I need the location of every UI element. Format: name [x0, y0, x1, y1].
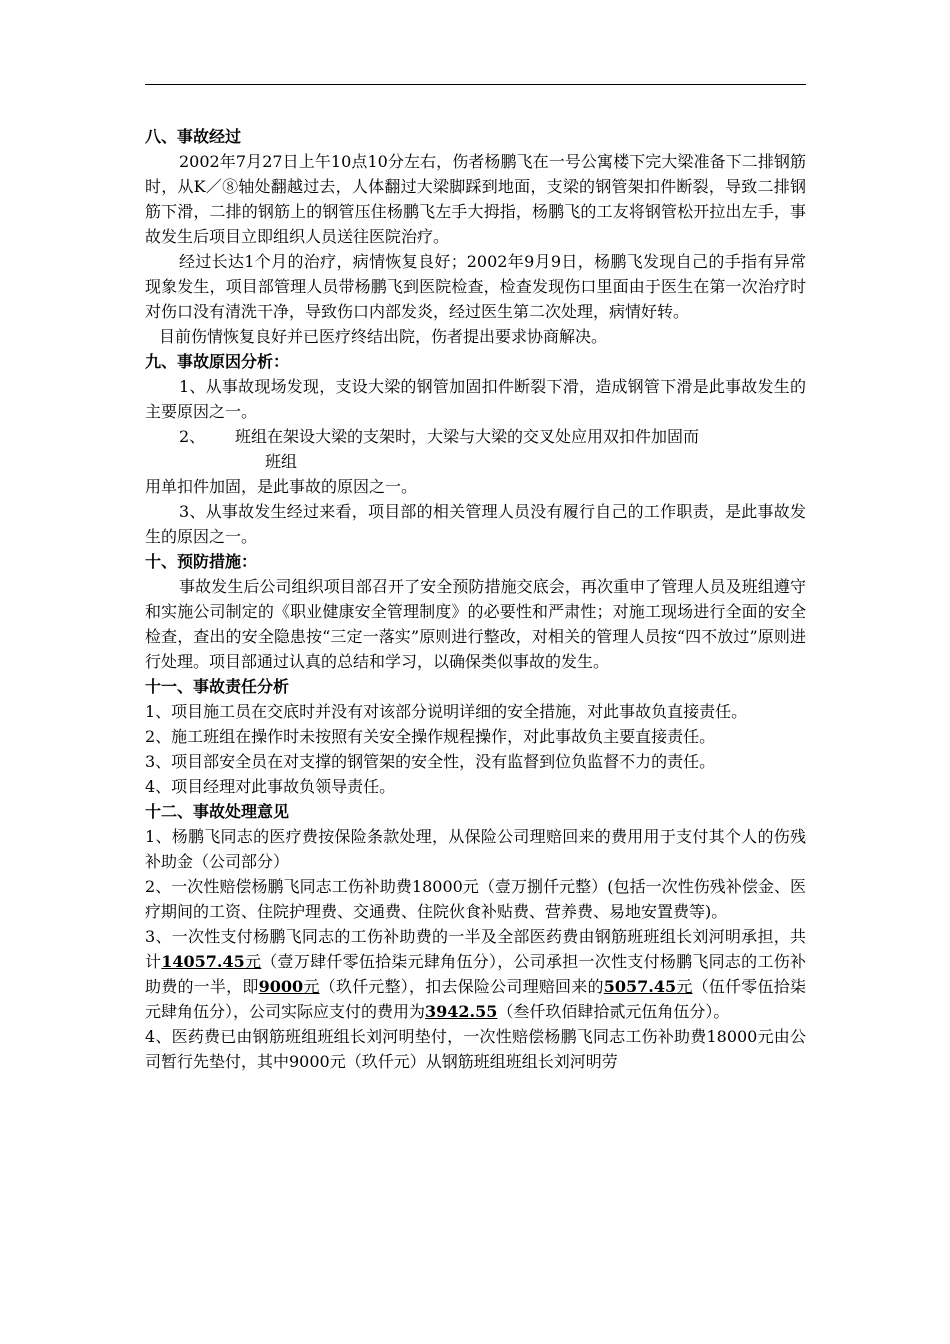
section-9-para-2-continued: 用单扣件加固，是此事故的原因之一。: [145, 477, 418, 496]
section-8-title: 八、事故经过: [145, 127, 242, 146]
section-12-para-2: 2、一次性赔偿杨鹏飞同志工伤补助费18000元（壹万捌仟元整）(包括一次性伤残补偿金、医疗期间的工资、住院护理费、交通费、住院伙食补贴费、营养费、易地安置费等)。: [145, 877, 806, 921]
section-12-para-3: 3、一次性支付杨鹏飞同志的工伤补助费的一半及全部医药费由钢筋班班组长刘河明承担，共计14057.45元（壹万肆仟零伍拾柒元肆角伍分），公司承担一次性支付杨鹏飞同志的工伤补助费的一半，即9000元（玖仟元整），扣去保险公司理赔回来的5057.45元（伍仟零伍拾柒元肆角伍分），公司实际应支付的费用为3942.55（叁仟玖佰肆拾贰元伍角伍分）。: [145, 927, 806, 1021]
amount-insurance: 5057.45: [603, 977, 677, 996]
section-8-para-3: 目前伤情恢复良好并已医疗终结出院，伤者提出要求协商解决。: [159, 327, 608, 346]
section-10-para-1: 事故发生后公司组织项目部召开了安全预防措施交底会，再次重申了管理人员及班组遵守和实施公司制定的《职业健康安全管理制度》的必要性和严肃性；对施工现场进行全面的安全检查，查出的安全隐患按“三定一落实”原则进行整改，对相关的管理人员按“四不放过”原则进行处理。项目部通过认真的总结和学习，以确保类似事故的发生。: [145, 577, 806, 671]
section-9-para-3: 3、从事故发生经过来看，项目部的相关管理人员没有履行自己的工作职责，是此事故发生的原因之一。: [145, 502, 806, 546]
section-12-para-4: 4、医药费已由钢筋班组班组长刘河明垫付，一次性赔偿杨鹏飞同志工伤补助费18000元由公司暂行先垫付，其中9000元（玖仟元）从钢筋班组班组长刘河明劳: [145, 1027, 806, 1071]
section-9-para-2-text: 班组在架设大梁的支架时，大梁与大梁的交叉处应用双扣件加固而: [235, 427, 700, 446]
section-11-item-2: 2、施工班组在操作时未按照有关安全操作规程操作，对此事故负主要直接责任。: [145, 727, 716, 746]
section-9-title: 九、事故原因分析：: [145, 352, 290, 371]
section-8-para-2: 经过长达1个月的治疗，病情恢复良好；2002年9月9日，杨鹏飞发现自己的手指有异常现象发生，项目部管理人员带杨鹏飞到医院检查，检查发现伤口里面由于医生在第一次治疗时对伤口没有清洗干净，导致伤口内部发炎，经过医生第二次处理，病情好转。: [145, 252, 806, 321]
section-12-title: 十二、事故处理意见: [145, 802, 290, 821]
section-12-para-1: 1、杨鹏飞同志的医疗费按保险条款处理，从保险公司理赔回来的费用用于支付其个人的伤残补助金（公司部分）: [145, 827, 806, 871]
document-body: [145, 124, 806, 1074]
section-10-title: 十、预防措施：: [145, 552, 258, 571]
header-rule: [145, 84, 806, 85]
amount-total: 14057.45: [161, 952, 245, 971]
section-8-para-1: 2002年7月27日上午10点10分左右，伤者杨鹏飞在一号公寓楼下完大梁准备下二排钢筋时，从K／⑧轴处翻越过去，人体翻过大梁脚踩到地面，支梁的钢管架扣件断裂，导致二排钢筋下滑，二排的钢筋上的钢管压住杨鹏飞左手大拇指，杨鹏飞的工友将钢管松开拉出左手，事故发生后项目立即组织人员送往医院治疗。: [145, 152, 806, 246]
section-9-para-2: [145, 424, 806, 474]
amount-company-half: 9000: [258, 977, 304, 996]
section-9-para-1: 1、从事故现场发现，支设大梁的钢管加固扣件断裂下滑，造成钢管下滑是此事故发生的主要原因之一。: [145, 377, 806, 421]
amount-actual: 3942.55: [425, 1002, 498, 1021]
section-9-para-2-wrap: 班组: [265, 452, 298, 471]
section-11-item-4: 4、项目经理对此事故负领导责任。: [145, 777, 396, 796]
section-9-para-2-number: 2、: [179, 427, 206, 446]
section-11-item-1: 1、项目施工员在交底时并没有对该部分说明详细的安全措施，对此事故负直接责任。: [145, 702, 748, 721]
section-11-item-3: 3、项目部安全员在对支撑的钢管架的安全性，没有监督到位负监督不力的责任。: [145, 752, 716, 771]
section-11-title: 十一、事故责任分析: [145, 677, 290, 696]
